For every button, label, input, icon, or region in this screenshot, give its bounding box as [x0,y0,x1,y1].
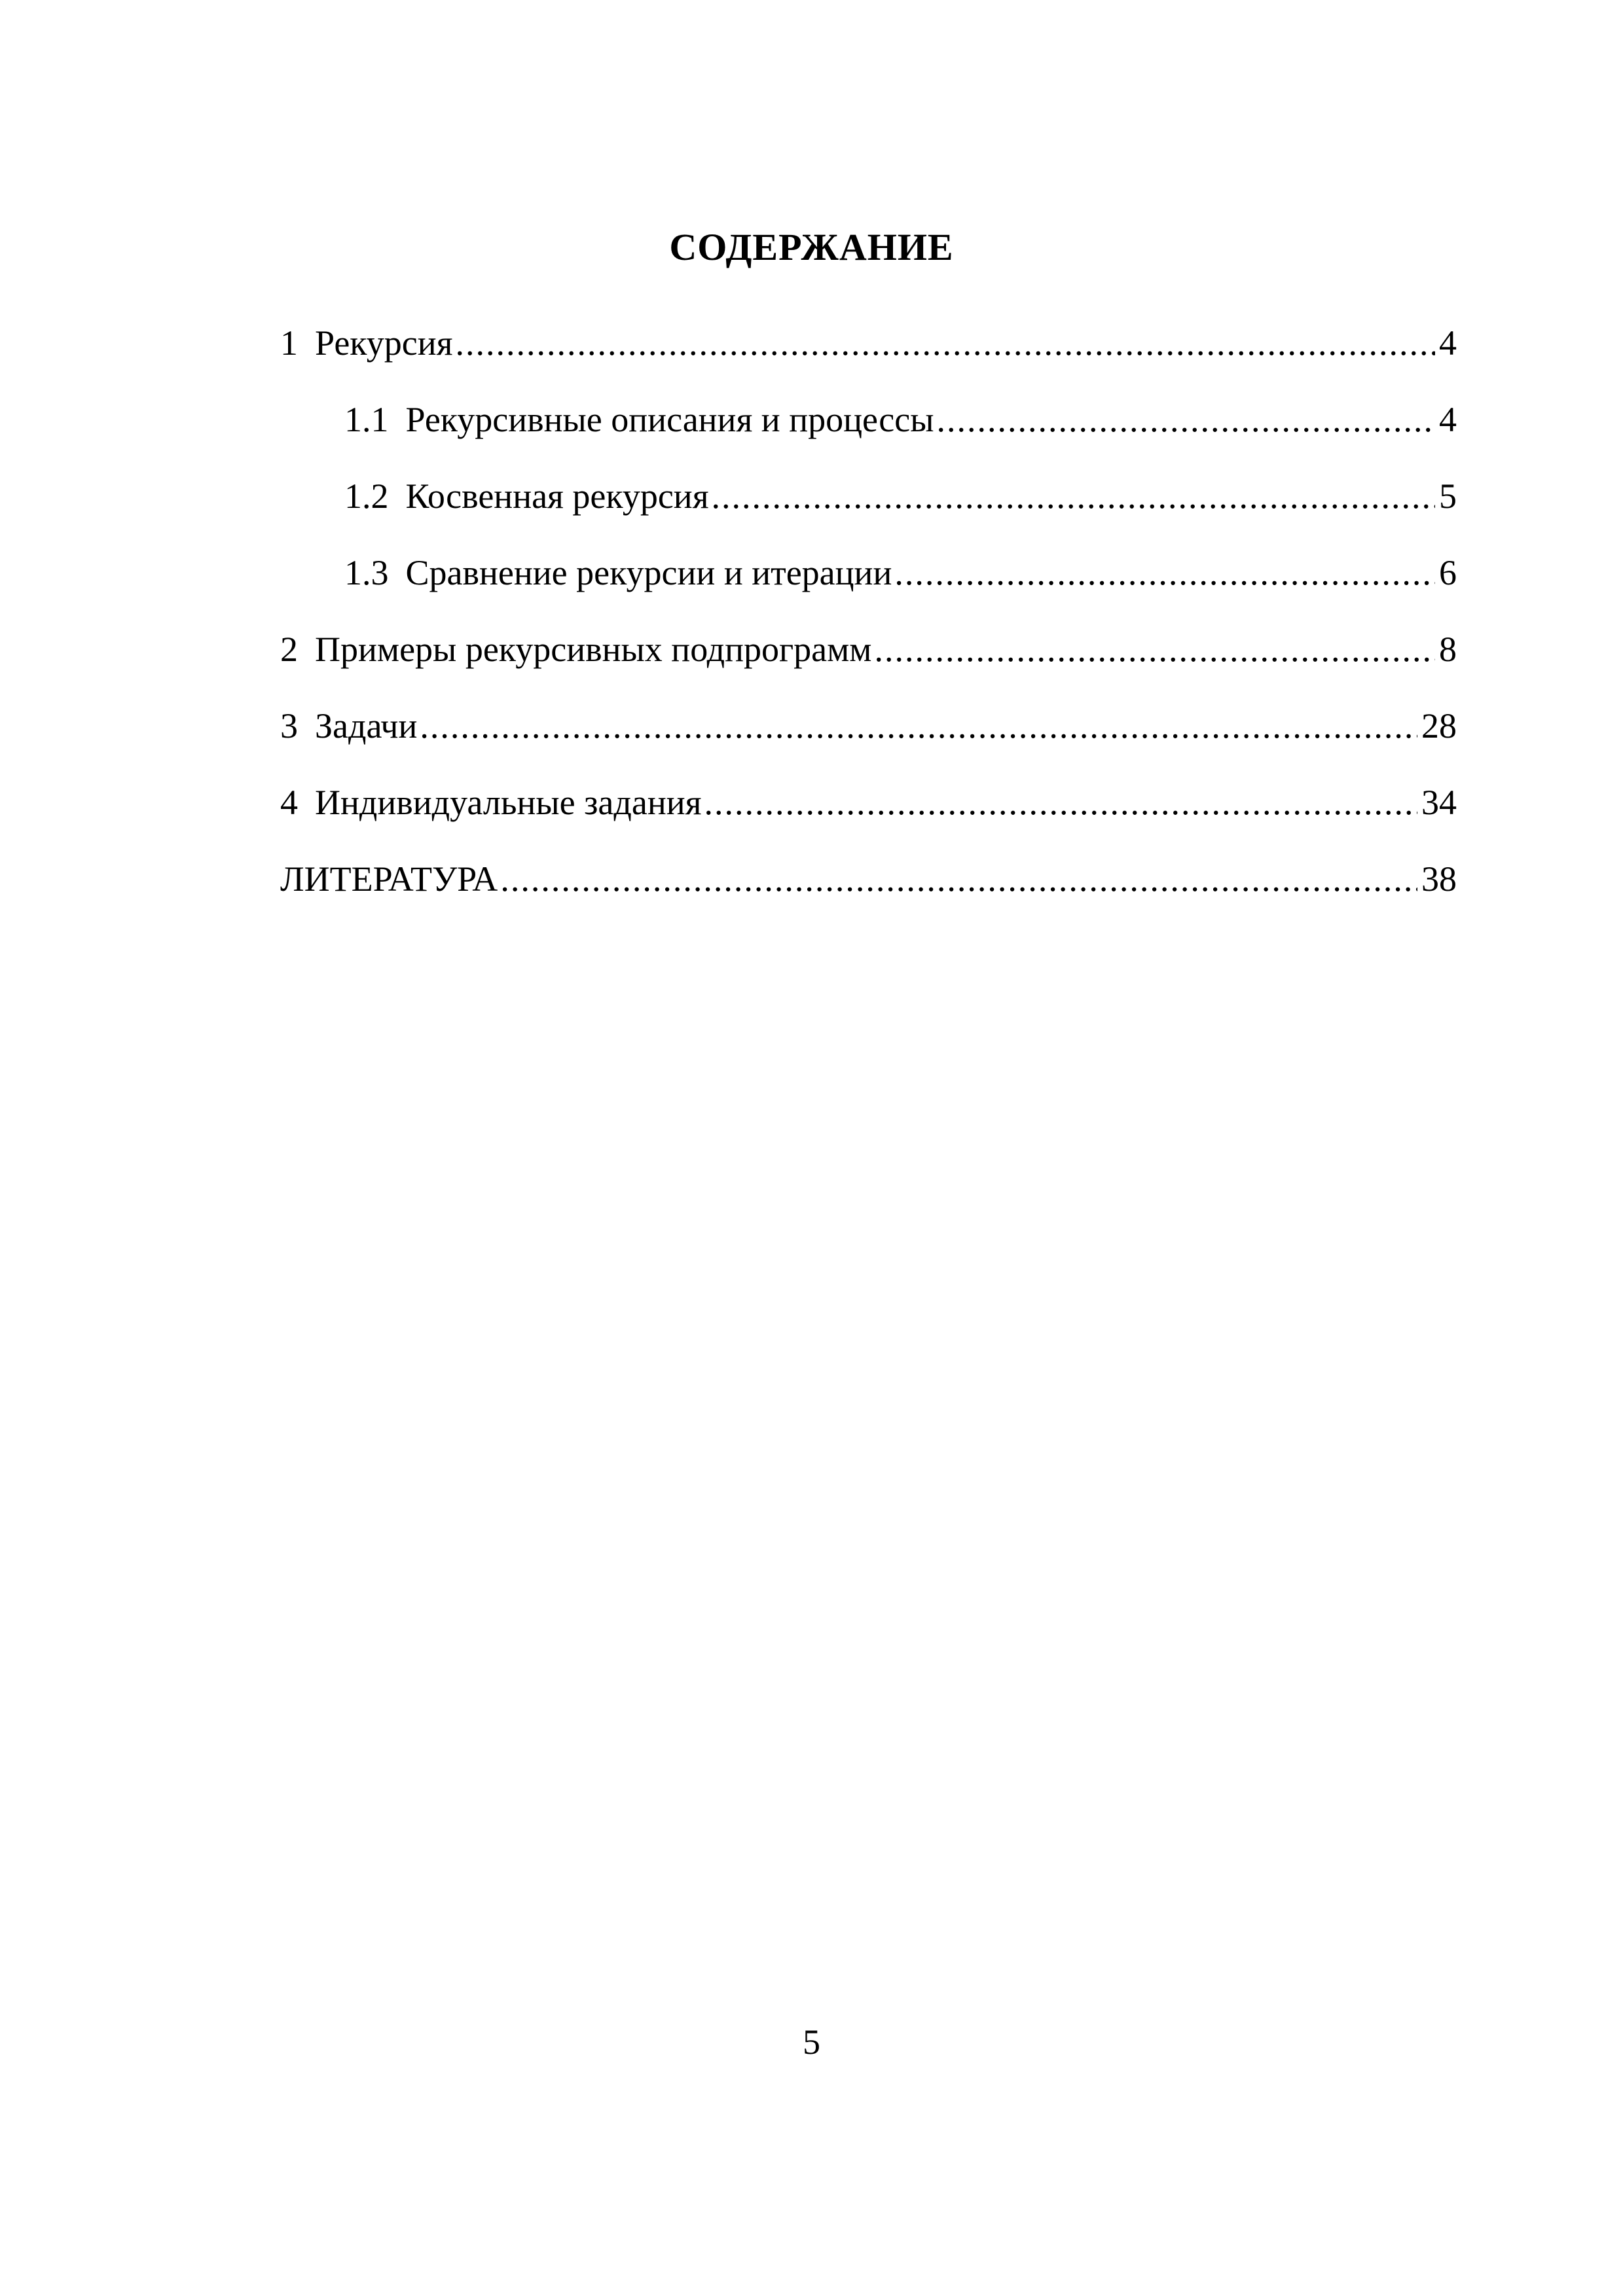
toc-entry[interactable] [280,393,1457,470]
toc-entry-number: 1 [280,323,298,363]
toc-entry-number: 1.1 [344,400,389,439]
toc-dot-leader [500,853,1417,905]
toc-dot-leader [937,393,1435,446]
toc-dot-leader [455,317,1435,369]
toc-entry-page: 4 [1439,400,1457,439]
toc-entry-label: ЛИТЕРАТУРА [280,859,498,899]
toc-dot-leader [874,623,1435,675]
toc-entry[interactable] [280,623,1457,700]
toc-entry-label: Рекурсия [315,323,453,363]
toc-entry[interactable] [280,317,1457,393]
toc-entry-number: 1.2 [344,476,389,516]
toc-entry-page: 8 [1439,630,1457,669]
toc-entry-label: Индивидуальные задания [315,783,702,822]
toc-entry-number: 2 [280,630,298,669]
toc-entry-label: Сравнение рекурсии и итерации [405,553,892,592]
toc-entry-page: 28 [1421,706,1457,745]
toc-entry-page: 38 [1421,859,1457,899]
toc-entry-number: 1.3 [344,553,389,592]
page-number: 5 [803,2022,820,2062]
toc-entry-number: 3 [280,706,298,745]
page-title: СОДЕРЖАНИЕ [669,226,954,268]
toc-entry-number: 4 [280,783,298,822]
toc-dot-leader [894,547,1435,599]
toc-entry-label: Примеры рекурсивных подпрограмм [315,630,872,669]
toc-entry-label: Рекурсивные описания и процессы [405,400,934,439]
toc-entry-page: 6 [1439,553,1457,592]
toc-entry-page: 5 [1439,476,1457,516]
toc-entry-label: Косвенная рекурсия [405,476,709,516]
toc-entry-page: 34 [1421,783,1457,822]
table-of-contents [280,317,1457,929]
toc-entry[interactable] [280,470,1457,547]
toc-entry[interactable] [280,776,1457,853]
toc-dot-leader [420,700,1417,752]
toc-entry[interactable] [280,547,1457,623]
toc-entry[interactable] [280,700,1457,776]
toc-entry[interactable] [280,853,1457,929]
toc-entry-page: 4 [1439,323,1457,363]
toc-entry-label: Задачи [315,706,418,745]
toc-dot-leader [712,470,1435,522]
toc-dot-leader [704,776,1417,829]
